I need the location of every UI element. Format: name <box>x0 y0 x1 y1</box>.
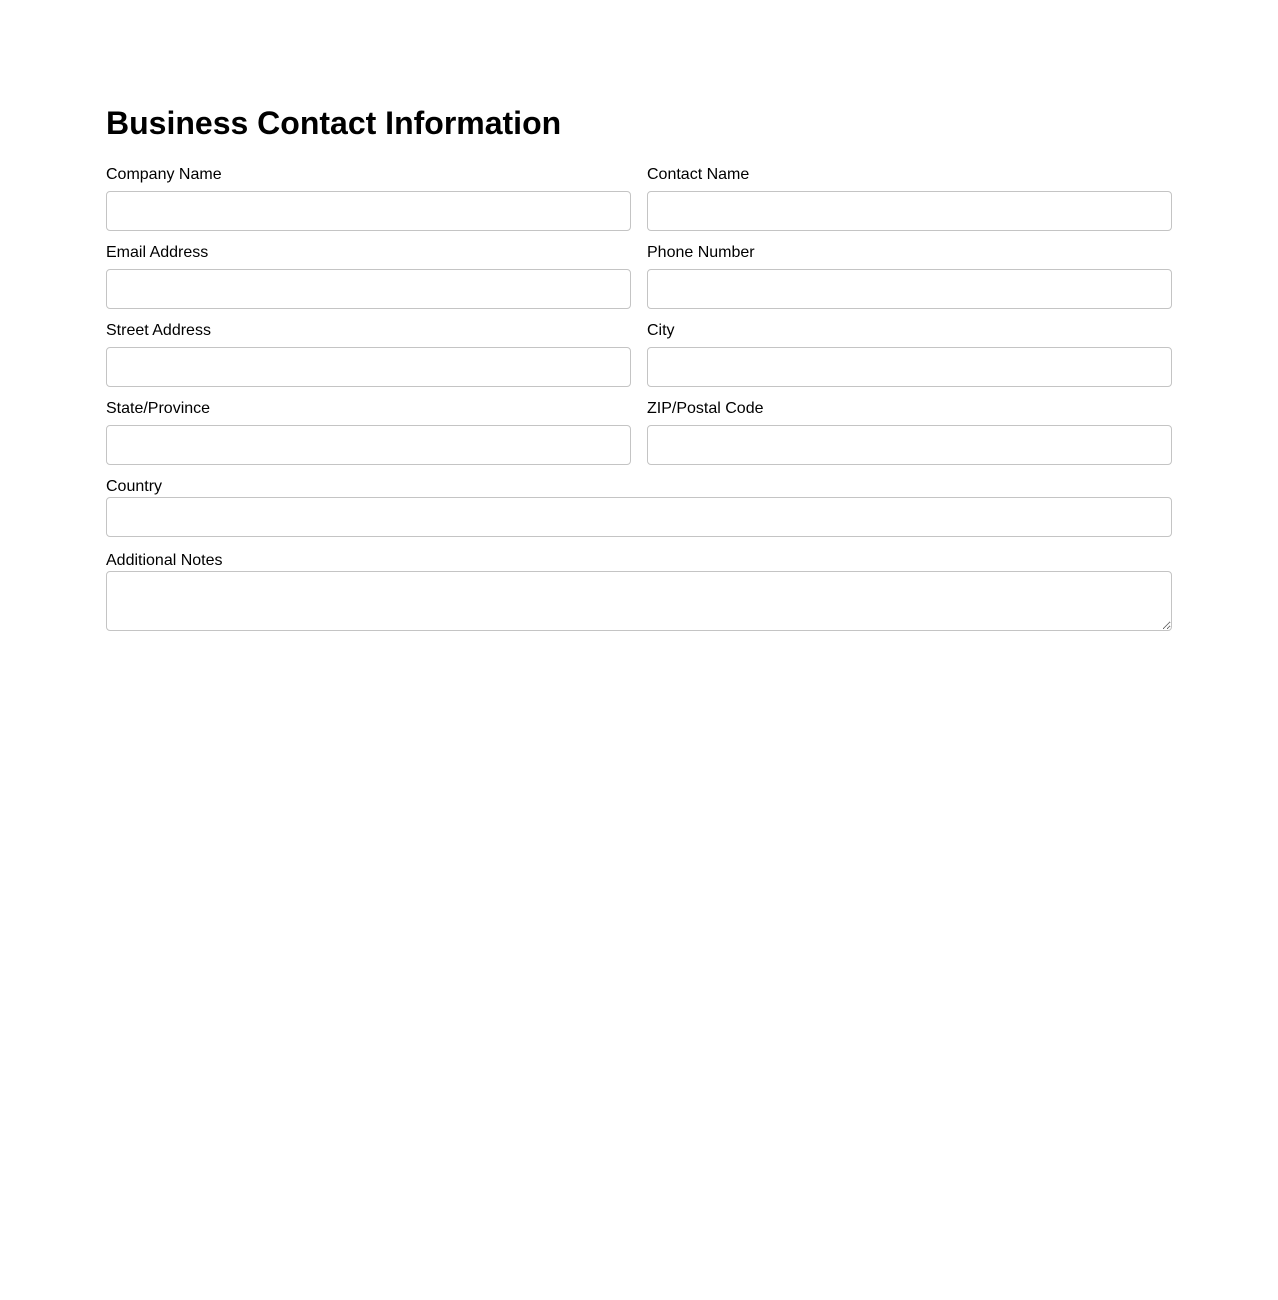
zip-postal-code-input[interactable] <box>647 425 1172 465</box>
street-address-input[interactable] <box>106 347 631 387</box>
city-input[interactable] <box>647 347 1172 387</box>
additional-notes-textarea[interactable] <box>106 571 1172 631</box>
contact-name-input[interactable] <box>647 191 1172 231</box>
street-address-field <box>106 322 631 387</box>
state-province-input[interactable] <box>106 425 631 465</box>
phone-number-field <box>647 244 1172 309</box>
phone-number-label: Phone Number <box>647 244 755 261</box>
company-name-label: Company Name <box>106 166 222 183</box>
phone-number-input[interactable] <box>647 269 1172 309</box>
email-address-input[interactable] <box>106 269 631 309</box>
company-name-field <box>106 166 631 231</box>
state-province-label: State/Province <box>106 400 211 417</box>
city-label: City <box>647 322 675 339</box>
contact-name-label: Contact Name <box>647 166 750 183</box>
country-field <box>106 478 1172 537</box>
country-label: Country <box>106 478 163 495</box>
additional-notes-label: Additional Notes <box>106 552 223 569</box>
page-title: Business Contact Information <box>106 105 562 141</box>
additional-notes-field <box>106 552 1172 631</box>
company-name-input[interactable] <box>106 191 631 231</box>
email-address-label: Email Address <box>106 244 209 261</box>
country-input[interactable] <box>106 497 1172 537</box>
zip-postal-code-field <box>647 400 1172 465</box>
street-address-label: Street Address <box>106 322 211 339</box>
zip-postal-code-label: ZIP/Postal Code <box>647 400 764 417</box>
state-province-field <box>106 400 631 465</box>
contact-name-field <box>647 166 1172 231</box>
email-address-field <box>106 244 631 309</box>
city-field <box>647 322 1172 387</box>
